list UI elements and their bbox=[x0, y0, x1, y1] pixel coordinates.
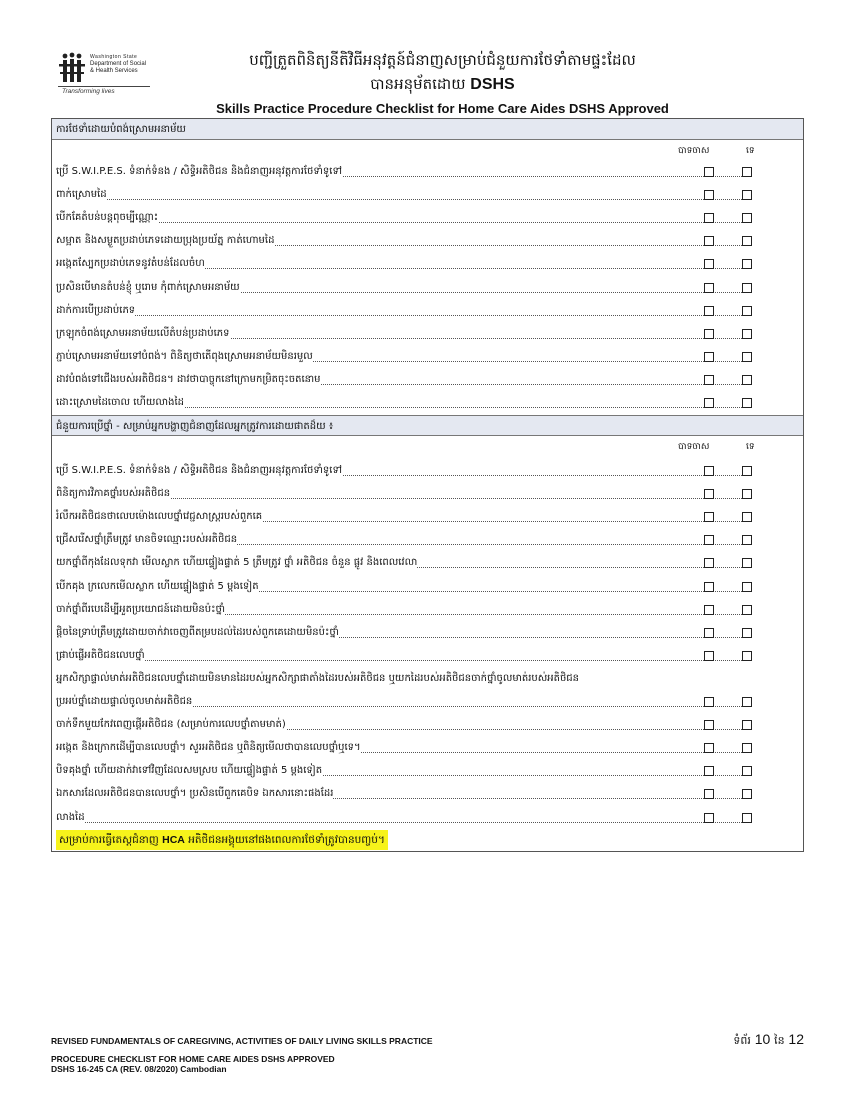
checklist-item-label: ប្រអប់ថ្នាំដោយផ្ទាល់ចូលមាត់អតិថិជន bbox=[56, 696, 193, 707]
state-name: Washington State bbox=[90, 54, 138, 60]
checklist-item bbox=[56, 184, 746, 206]
checklist-item-label: បើកគែតំបន់បន្តពុចម្បីណ្ណោះ bbox=[56, 212, 159, 224]
logo-divider bbox=[58, 86, 150, 87]
no-checkbox[interactable] bbox=[742, 651, 752, 661]
no-checkbox[interactable] bbox=[742, 329, 752, 339]
checklist-item bbox=[56, 737, 746, 759]
checklist-item bbox=[56, 323, 746, 345]
yes-checkbox[interactable] bbox=[704, 789, 714, 799]
no-checkbox[interactable] bbox=[742, 720, 752, 730]
yes-checkbox[interactable] bbox=[704, 766, 714, 776]
dshs-people-icon bbox=[58, 52, 86, 84]
medication-note-line: អ្នកសិក្សាផ្ទាល់មាត់អតិថិជនលេបថ្នាំដោយមិនមានដៃរបស់អ្នកសិក្សាផាតាំងដៃរបស់អតិថិជន ឬយកដៃរបស់អតិថិជនចាក់ថ្នាំចូលមាត់របស់អតិថិជន bbox=[56, 672, 580, 684]
khmer-title-line2 bbox=[165, 72, 720, 97]
checklist-item bbox=[56, 277, 746, 299]
page-of: នៃ bbox=[774, 1034, 785, 1047]
no-checkbox[interactable] bbox=[742, 167, 752, 177]
checklist-item bbox=[56, 230, 746, 252]
khmer-title-prefix: បានអនុម័តដោយ bbox=[370, 75, 466, 93]
checklist-item-label: ដោះស្រោមដៃចោល ហើយលាងដៃ bbox=[56, 397, 184, 408]
yes-checkbox[interactable] bbox=[704, 813, 714, 823]
checklist-item-label: ជ្រើសរើសថ្នាំត្រឹមត្រូវ មានចិទឈ្មោះរបស់អតិថិជន bbox=[56, 534, 238, 546]
no-checkbox[interactable] bbox=[742, 743, 752, 753]
footer-line3: DSHS 16-245 CA (REV. 08/2020) Cambodian bbox=[51, 1064, 227, 1074]
checklist-item bbox=[56, 207, 746, 229]
checklist-item bbox=[56, 529, 746, 551]
checklist-item-label: ផ្រាប់ផ្លើអតិថិជនលេបថ្នាំ bbox=[56, 649, 145, 661]
page-prefix: ទំព័រ bbox=[733, 1034, 751, 1047]
no-checkbox[interactable] bbox=[742, 628, 752, 638]
no-checkbox[interactable] bbox=[742, 259, 752, 269]
checklist-item bbox=[56, 807, 746, 829]
yes-checkbox[interactable] bbox=[704, 605, 714, 615]
checklist-item-label: អង្កេត និងក្រោកដើម្បីបានលេបថ្នាំ។ សួរអតិថិជន ឬពិនិត្យមើលថាបានលេបថ្នាំឬទេ។ bbox=[56, 742, 361, 754]
checklist-item bbox=[56, 392, 746, 414]
agency-name bbox=[90, 54, 146, 75]
section1-col-yes: បាទចាស bbox=[678, 146, 710, 156]
checklist-item-label: បើកគុង ក្រលេកមើលស្លាក ហើយផ្ទៀងផ្ទាត់ 5 ម្ដងទៀត bbox=[56, 580, 259, 592]
no-checkbox[interactable] bbox=[742, 582, 752, 592]
no-checkbox[interactable] bbox=[742, 306, 752, 316]
checklist-item-label: ឯកសារដែលអតិថិជនបានលេបថ្នាំ។ ប្រសិនបើពួកគេបិទ ឯកសារនោះផងដែរ bbox=[56, 788, 334, 800]
checklist-item bbox=[56, 691, 746, 713]
yes-checkbox[interactable] bbox=[704, 466, 714, 476]
checklist-item bbox=[56, 783, 746, 805]
logo-tagline: Transforming lives bbox=[62, 88, 115, 95]
yes-checkbox[interactable] bbox=[704, 697, 714, 707]
yes-checkbox[interactable] bbox=[704, 535, 714, 545]
yes-checkbox[interactable] bbox=[704, 236, 714, 246]
yes-checkbox[interactable] bbox=[704, 512, 714, 522]
hca-note-suffix: អតិថិជនអង្គុយនៅផងពេលការថែទាំត្រូវបានបញ្ចប់។ bbox=[188, 834, 385, 846]
section2-col-yes: បាទចាស bbox=[678, 442, 710, 452]
checklist-item-label: ក្រឡុកចំពង់ស្រោមអនាម័យលើតំបន់ប្រដាប់ភេទ bbox=[56, 327, 230, 339]
yes-checkbox[interactable] bbox=[704, 167, 714, 177]
section2-col-no: ទេ bbox=[746, 442, 755, 452]
no-checkbox[interactable] bbox=[742, 605, 752, 615]
page-number bbox=[733, 1031, 804, 1050]
yes-checkbox[interactable] bbox=[704, 582, 714, 592]
checklist-item-label: ផ្ដិចនៃទ្រាប់ត្រឹមត្រូវដោយចាក់វាចេញពីតម្របដល់ដៃរបស់ពួកគេដោយមិនប៉ះថ្នាំ bbox=[56, 626, 339, 638]
checklist-item-label: ប្រើ S.W.I.P.E.S. ទំនាក់ទំនង / សិទ្ធិអតិថិជន និងជំនាញអនុវត្តការថែទាំទូទៅ bbox=[56, 465, 342, 476]
no-checkbox[interactable] bbox=[742, 558, 752, 568]
checklist-item bbox=[56, 506, 746, 528]
no-checkbox[interactable] bbox=[742, 398, 752, 408]
dshs-logo bbox=[58, 48, 150, 98]
page-total: 12 bbox=[788, 1031, 804, 1047]
agency-line2: & Health Services bbox=[90, 68, 138, 74]
yes-checkbox[interactable] bbox=[704, 651, 714, 661]
yes-checkbox[interactable] bbox=[704, 743, 714, 753]
checklist-item-label: លាងដៃ bbox=[56, 811, 85, 823]
checklist-item bbox=[56, 369, 746, 391]
checklist-item bbox=[56, 714, 746, 736]
yes-checkbox[interactable] bbox=[704, 283, 714, 293]
yes-checkbox[interactable] bbox=[704, 720, 714, 730]
footer-form-info bbox=[51, 1054, 335, 1074]
khmer-title-line1: បញ្ជីត្រួតពិនិត្យនីតិវិធីអនុវត្តន៍ជំនាញសម្រាប់ជំនួយការថែទាំតាមផ្ទះដែល bbox=[249, 51, 636, 69]
english-title: Skills Practice Procedure Checklist for Home Care Aides DSHS Approved bbox=[216, 101, 669, 116]
no-checkbox[interactable] bbox=[742, 352, 752, 362]
checklist-item-label: យកថ្នាំពីកុងដែលទុកវា មើលស្លាក ហើយផ្ទៀងផ្ទាត់ 5 ត្រឹមត្រូវ ថ្នាំ អតិថិជន ចំនួន ផ្លូវ និងពេលវេលា bbox=[56, 557, 418, 569]
checklist-item-label: ភ្ជាប់ស្រោមអនាម័យទៅបំពង់។ ពិនិត្យថាតើពុងស្រោមអនាម័យមិនរមួល bbox=[56, 350, 313, 362]
no-checkbox[interactable] bbox=[742, 375, 752, 385]
footer-title: REVISED FUNDAMENTALS OF CAREGIVING, ACTIVITIES OF DAILY LIVING SKILLS PRACTICE bbox=[51, 1036, 433, 1046]
checklist-item-label: អង្កេតស្បែកប្រដាប់ភេទនូវតំបន់ដែលចំហ bbox=[56, 258, 205, 270]
no-checkbox[interactable] bbox=[742, 697, 752, 707]
no-checkbox[interactable] bbox=[742, 535, 752, 545]
yes-checkbox[interactable] bbox=[704, 489, 714, 499]
checklist-item bbox=[56, 300, 746, 322]
no-checkbox[interactable] bbox=[742, 190, 752, 200]
khmer-title-dshs: DSHS bbox=[470, 76, 515, 93]
checklist-item-label: សម្អាត និងសម្ងួតប្រដាប់ភេទដោយប្រុងប្រយ័ត្ន កាត់ហោមដៃ bbox=[56, 235, 275, 247]
page-current: 10 bbox=[754, 1031, 771, 1047]
section2-header: ជំនួយការប្រើថ្នាំ - សម្រាប់អ្នកបង្ហាញជំនាញដែលអ្នកត្រូវការដោយផាតដ៏យ ៖ bbox=[52, 415, 803, 436]
yes-checkbox[interactable] bbox=[704, 628, 714, 638]
footer-line2: PROCEDURE CHECKLIST FOR HOME CARE AIDES DSHS APPROVED bbox=[51, 1054, 335, 1064]
checklist-item-label: ដាវបំពង់ទៅជើងរបស់អតិថិជន។ ដាវថាបាច្ចុកនៅក្រោមកម្រិតចុះចតនោម bbox=[56, 373, 321, 385]
no-checkbox[interactable] bbox=[742, 489, 752, 499]
checklist-item bbox=[56, 346, 746, 368]
checklist-item-label: ពិនិត្យការវិភាគថ្នាំរបស់អតិថិជន bbox=[56, 488, 171, 500]
checklist-item-label: ពាក់ស្រោមដៃ bbox=[56, 189, 107, 201]
checklist-item bbox=[56, 552, 746, 574]
yes-checkbox[interactable] bbox=[704, 259, 714, 269]
no-checkbox[interactable] bbox=[742, 512, 752, 522]
checklist-item-label: ដាក់ការបើប្រដាប់ភេទ bbox=[56, 304, 136, 316]
no-checkbox[interactable] bbox=[742, 789, 752, 799]
yes-checkbox[interactable] bbox=[704, 329, 714, 339]
checklist-item-label: ចាក់ទឹកមួយកែវពេញផ្តើអតិថិជន (សម្រាប់ការលេបថ្នាំតាមមាត់) bbox=[56, 719, 286, 731]
checklist-item-label: រំលឹកអតិថិជនថាលេបម៉ោងលេបថ្នាំវេជ្ជសាស្ត្ររបស់ពួកគេ bbox=[56, 511, 263, 523]
khmer-title bbox=[165, 48, 720, 97]
no-checkbox[interactable] bbox=[742, 213, 752, 223]
no-checkbox[interactable] bbox=[742, 283, 752, 293]
checklist-item-label: ប្រសិនបើមានតំបន់ខ្ញុំ ឬរោម កុំពាក់ស្រោមអនាម័យ bbox=[56, 281, 240, 293]
checklist-item bbox=[56, 599, 746, 621]
yes-checkbox[interactable] bbox=[704, 558, 714, 568]
checklist-item bbox=[56, 161, 746, 183]
yes-checkbox[interactable] bbox=[704, 398, 714, 408]
no-checkbox[interactable] bbox=[742, 236, 752, 246]
yes-checkbox[interactable] bbox=[704, 190, 714, 200]
checklist-item bbox=[56, 622, 746, 644]
agency-line1: Department of Social bbox=[90, 61, 147, 67]
checklist-item-label: បិទគុងថ្នាំ ហើយដាក់វាទៅវិញដែលសមស្រប ហើយផ្ទៀងផ្ទាត់ 5 ម្ដងទៀត bbox=[56, 765, 323, 777]
yes-checkbox[interactable] bbox=[704, 352, 714, 362]
section1-header: ការថែទាំដោយបំពង់ស្រោមអនាម័យ bbox=[52, 119, 803, 140]
checklist-item bbox=[56, 483, 746, 505]
checklist-item bbox=[56, 253, 746, 275]
yes-checkbox[interactable] bbox=[704, 213, 714, 223]
section1-col-no: ទេ bbox=[746, 146, 755, 156]
checklist-item bbox=[56, 460, 746, 482]
hca-note-bold: HCA bbox=[162, 834, 185, 846]
checklist-item bbox=[56, 645, 746, 667]
checklist-box bbox=[51, 118, 804, 852]
no-checkbox[interactable] bbox=[742, 766, 752, 776]
hca-testing-note bbox=[56, 830, 388, 850]
no-checkbox[interactable] bbox=[742, 813, 752, 823]
hca-note-prefix: សម្រាប់ការធ្វើតេស្តជំនាញ bbox=[59, 834, 159, 846]
checklist-item bbox=[56, 760, 746, 782]
checklist-item bbox=[56, 576, 746, 598]
yes-checkbox[interactable] bbox=[704, 306, 714, 316]
checklist-item-label: ប្រើ S.W.I.P.E.S. ទំនាក់ទំនង / សិទ្ធិអតិថិជន និងជំនាញអនុវត្តការថែទាំទូទៅ bbox=[56, 166, 342, 177]
checklist-item-label: ចាក់ថ្នាំពីរបេដើម្បីអួតប្រយោជន៍ដោយមិនប៉ះថ្នាំ bbox=[56, 603, 226, 615]
yes-checkbox[interactable] bbox=[704, 375, 714, 385]
no-checkbox[interactable] bbox=[742, 466, 752, 476]
